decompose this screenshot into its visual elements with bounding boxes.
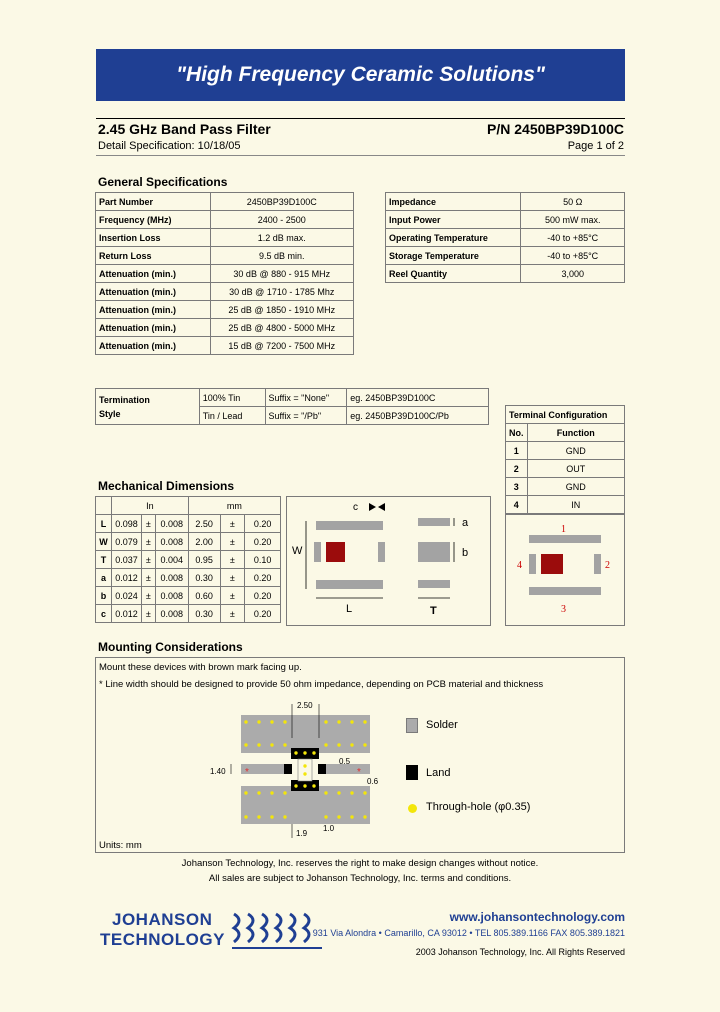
- mech-dim-value: 0.20: [245, 587, 281, 605]
- mech-dim-value: 0.20: [245, 515, 281, 533]
- dim-250: 2.50: [297, 701, 313, 710]
- logo-johanson: JOHANSON: [112, 910, 213, 929]
- pin-3-terminal: [529, 587, 601, 595]
- terminal-row: [506, 442, 625, 460]
- terminal-function: IN: [527, 496, 625, 514]
- spec-row: [386, 265, 625, 283]
- company-address: 931 Via Alondra • Camarillo, CA 93012 • TEL 805.389.1166 FAX 805.389.1821: [312, 928, 625, 938]
- dim-06: 0.6: [367, 777, 379, 786]
- legend-land: Land: [426, 767, 451, 779]
- mech-dim-value: 0.024: [111, 587, 141, 605]
- mech-dim-value: ±: [141, 569, 155, 587]
- dim-10: 1.0: [323, 824, 335, 833]
- mech-dim-value: 0.008: [155, 515, 188, 533]
- land-pad: [318, 764, 326, 774]
- pin-3-label: 3: [561, 604, 566, 615]
- terminal-no: 1: [506, 442, 528, 460]
- terminal-function: GND: [527, 442, 625, 460]
- chip-body-mark: [326, 542, 345, 562]
- line-note-marker: *: [357, 767, 361, 778]
- solder-pad: [320, 786, 370, 824]
- term-cell: eg. 2450BP39D100C/Pb: [347, 407, 489, 425]
- mech-dim-value: ±: [220, 569, 245, 587]
- dim-a-label: a: [462, 517, 469, 529]
- mounting-note-1: Mount these devices with brown mark facing up.: [99, 662, 302, 673]
- spec-row: [96, 211, 354, 229]
- solder-pad: [241, 715, 291, 753]
- mech-dim-value: 0.30: [188, 569, 220, 587]
- mech-row: [96, 587, 281, 605]
- mech-dim-value: 0.20: [245, 533, 281, 551]
- dim-l-label: L: [346, 603, 353, 615]
- dim-w-label: W: [292, 545, 303, 557]
- page-banner: "High Frequency Ceramic Solutions": [96, 49, 625, 101]
- spec-value: 25 dB @ 1850 - 1910 MHz: [210, 301, 353, 319]
- terminal-row: [506, 496, 625, 514]
- mech-dim-value: 0.60: [188, 587, 220, 605]
- mech-dim-value: 0.012: [111, 569, 141, 587]
- mech-dim-value: 0.079: [111, 533, 141, 551]
- chip-body-mark: [541, 554, 563, 574]
- terminal-right: [378, 542, 385, 562]
- dim-19: 1.9: [296, 829, 308, 838]
- solder-swatch: [406, 718, 418, 733]
- land-pad: [284, 764, 292, 774]
- copyright: 2003 Johanson Technology, Inc. All Rights Reserved: [415, 947, 625, 957]
- legend-solder: Solder: [426, 719, 458, 731]
- terminal-left: [314, 542, 321, 562]
- spec-label: Storage Temperature: [386, 247, 521, 265]
- mech-dim-value: 0.008: [155, 569, 188, 587]
- spec-label: Attenuation (min.): [96, 283, 211, 301]
- mech-dim-key: T: [96, 551, 112, 569]
- hole-swatch: [408, 804, 417, 813]
- mech-dim-value: ±: [220, 533, 245, 551]
- mech-header-row: [96, 497, 281, 515]
- dim-c-label: c: [353, 502, 358, 513]
- mech-dim-table: [95, 496, 281, 623]
- mech-row: [96, 605, 281, 623]
- mech-dim-value: 0.098: [111, 515, 141, 533]
- pin-2-label: 2: [605, 560, 610, 571]
- mech-dim-value: ±: [141, 533, 155, 551]
- terminal-config-title-row: [506, 406, 625, 424]
- mech-dim-value: 0.004: [155, 551, 188, 569]
- spec-row: [96, 319, 354, 337]
- spec-row: [386, 247, 625, 265]
- terminal-top: [316, 521, 383, 530]
- mech-dim-value: ±: [141, 551, 155, 569]
- spec-row: [386, 211, 625, 229]
- land-pattern-drawing: [206, 698, 396, 838]
- mech-dim-value: ±: [141, 587, 155, 605]
- spec-row: [386, 193, 625, 211]
- mech-dim-value: 0.95: [188, 551, 220, 569]
- company-url[interactable]: www.johansontechnology.com: [449, 910, 625, 924]
- spec-value: 30 dB @ 880 - 915 MHz: [210, 265, 353, 283]
- dim-05: 0.5: [339, 757, 351, 766]
- mounting-note-2: * Line width should be designed to provide 50 ohm impedance, depending on PCB material and thickness: [99, 679, 544, 690]
- spec-row: [96, 193, 354, 211]
- dim-140: 1.40: [210, 767, 226, 776]
- terminal-row: [506, 460, 625, 478]
- spec-label: Attenuation (min.): [96, 301, 211, 319]
- mech-dim-heading: Mechanical Dimensions: [98, 479, 235, 493]
- mech-corner: [96, 497, 112, 515]
- spec-row: [386, 229, 625, 247]
- spec-value: 50 Ω: [521, 193, 625, 211]
- mech-dim-value: 0.008: [155, 533, 188, 551]
- term-cell: eg. 2450BP39D100C: [347, 389, 489, 407]
- mech-dim-key: L: [96, 515, 112, 533]
- terminal-row: [506, 478, 625, 496]
- line-note-marker: *: [245, 767, 249, 778]
- page-number: Page 1 of 2: [567, 140, 624, 152]
- general-spec-table-right: [385, 192, 625, 283]
- terminal-pin-drawing: [505, 514, 625, 626]
- mech-dim-key: W: [96, 533, 112, 551]
- pin-2-terminal: [594, 554, 601, 574]
- dim-b-label: b: [462, 547, 469, 559]
- terminal-function: GND: [527, 478, 625, 496]
- spec-label: Reel Quantity: [386, 265, 521, 283]
- spec-label: Part Number: [96, 193, 211, 211]
- mech-dim-key: b: [96, 587, 112, 605]
- spec-value: 25 dB @ 4800 - 5000 MHz: [210, 319, 353, 337]
- mech-dim-value: ±: [220, 605, 245, 623]
- mech-row: [96, 569, 281, 587]
- footer-notice-1: Johanson Technology, Inc. reserves the right to make design changes without notice.: [181, 858, 539, 869]
- pin-1-terminal: [529, 535, 601, 543]
- side-terminal-top: [418, 518, 450, 526]
- solder-pad: [241, 786, 291, 824]
- spec-value: 2450BP39D100C: [210, 193, 353, 211]
- mech-col-mm: mm: [188, 497, 280, 515]
- spec-value: -40 to +85°C: [521, 229, 625, 247]
- spec-row: [96, 229, 354, 247]
- spec-row: [96, 337, 354, 355]
- spec-label: Impedance: [386, 193, 521, 211]
- units-note: Units: mm: [99, 840, 142, 851]
- terminal-function: OUT: [527, 460, 625, 478]
- mech-dim-value: 0.008: [155, 605, 188, 623]
- mech-dim-key: c: [96, 605, 112, 623]
- detail-spec: Detail Specification: 10/18/05: [98, 140, 241, 152]
- term-cell: Tin / Lead: [199, 407, 265, 425]
- company-logo-icon: [230, 910, 325, 952]
- mech-dim-value: 0.20: [245, 569, 281, 587]
- spec-label: Attenuation (min.): [96, 337, 211, 355]
- pin-4-label: 4: [517, 560, 522, 571]
- mech-dim-value: 0.30: [188, 605, 220, 623]
- term-cell: 100% Tin: [199, 389, 265, 407]
- term-cell: Suffix = "None": [265, 389, 347, 407]
- terminal-config-heading: Terminal Configuration: [506, 406, 625, 424]
- mech-dim-value: 0.012: [111, 605, 141, 623]
- spec-value: 500 mW max.: [521, 211, 625, 229]
- pin-4-terminal: [529, 554, 536, 574]
- mech-dim-value: ±: [220, 515, 245, 533]
- terminal-no: 2: [506, 460, 528, 478]
- solder-pad: [320, 715, 370, 753]
- mech-col-in: In: [111, 497, 188, 515]
- col-function: Function: [527, 424, 625, 442]
- term-cell: Suffix = "/Pb": [265, 407, 347, 425]
- spec-value: 3,000: [521, 265, 625, 283]
- side-terminal-bottom: [418, 580, 450, 588]
- spec-row: [96, 283, 354, 301]
- header-rule: [96, 118, 625, 119]
- spec-value: 30 dB @ 1710 - 1785 Mhz: [210, 283, 353, 301]
- spec-label: Attenuation (min.): [96, 265, 211, 283]
- mech-dim-value: 0.008: [155, 587, 188, 605]
- mech-dim-value: 0.10: [245, 551, 281, 569]
- general-spec-heading: General Specifications: [98, 175, 228, 189]
- mech-dim-value: 2.00: [188, 533, 220, 551]
- terminal-no: 4: [506, 496, 528, 514]
- mech-dim-value: 0.037: [111, 551, 141, 569]
- spec-row: [96, 247, 354, 265]
- terminal-no: 3: [506, 478, 528, 496]
- solder-pad: [290, 715, 320, 753]
- terminal-config-header-row: [506, 424, 625, 442]
- termination-table: [95, 388, 489, 425]
- pin-1-label: 1: [561, 524, 566, 535]
- spec-value: 2400 - 2500: [210, 211, 353, 229]
- chip-dimension-drawing: [286, 496, 491, 626]
- spec-row: [96, 265, 354, 283]
- chip-outline: [298, 759, 312, 781]
- mech-dim-value: 2.50: [188, 515, 220, 533]
- part-number: P/N 2450BP39D100C: [487, 121, 624, 137]
- mech-row: [96, 551, 281, 569]
- spec-label: Frequency (MHz): [96, 211, 211, 229]
- col-no: No.: [506, 424, 528, 442]
- dim-t-label: T: [430, 605, 437, 617]
- footer-notice-2: All sales are subject to Johanson Technology, Inc. terms and conditions.: [208, 873, 512, 884]
- mech-dim-value: ±: [141, 605, 155, 623]
- spec-label: Insertion Loss: [96, 229, 211, 247]
- logo-technology: TECHNOLOGY: [100, 930, 225, 949]
- spec-label: Input Power: [386, 211, 521, 229]
- terminal-bottom: [316, 580, 383, 589]
- mech-row: [96, 533, 281, 551]
- spec-label: Operating Temperature: [386, 229, 521, 247]
- mech-dim-value: ±: [220, 587, 245, 605]
- legend-through-hole: Through-hole (φ0.35): [426, 801, 531, 813]
- solder-pad: [290, 786, 320, 824]
- mech-dim-value: ±: [220, 551, 245, 569]
- spec-value: -40 to +85°C: [521, 247, 625, 265]
- spec-label: Attenuation (min.): [96, 319, 211, 337]
- land-swatch: [406, 765, 418, 780]
- mech-dim-key: a: [96, 569, 112, 587]
- spec-row: [96, 301, 354, 319]
- spec-value: 9.5 dB min.: [210, 247, 353, 265]
- mech-row: [96, 515, 281, 533]
- general-spec-table-left: [95, 192, 354, 355]
- terminal-config-table: [505, 405, 625, 514]
- mounting-panel: [95, 657, 625, 853]
- spec-value: 15 dB @ 7200 - 7500 MHz: [210, 337, 353, 355]
- spec-value: 1.2 dB max.: [210, 229, 353, 247]
- mech-dim-value: ±: [141, 515, 155, 533]
- mounting-heading: Mounting Considerations: [98, 640, 243, 654]
- spec-label: Return Loss: [96, 247, 211, 265]
- mech-dim-value: 0.20: [245, 605, 281, 623]
- doc-title: 2.45 GHz Band Pass Filter: [98, 121, 271, 137]
- side-terminal-mid: [418, 542, 450, 562]
- header-divider: [96, 155, 625, 156]
- termination-label: Termination Style: [96, 389, 200, 425]
